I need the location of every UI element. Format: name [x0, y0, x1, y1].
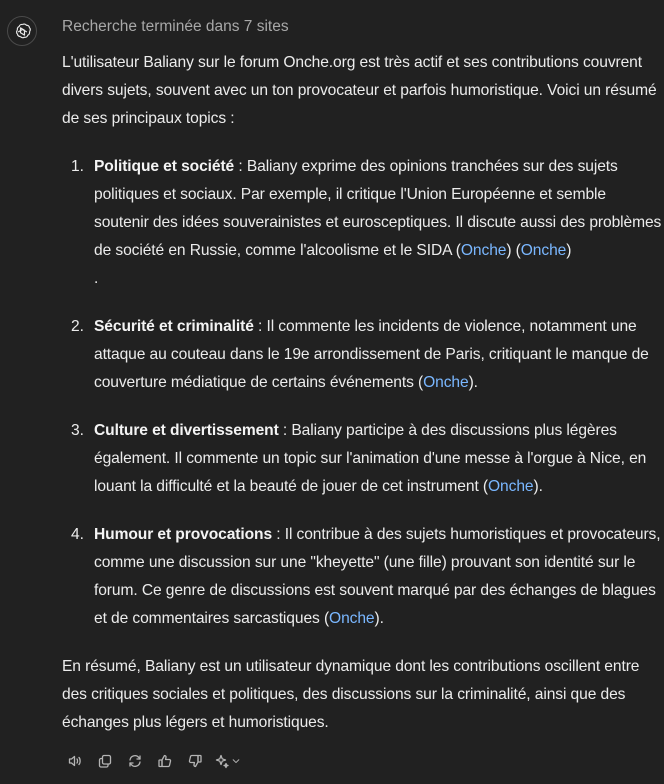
source-link[interactable]: Onche [520, 242, 567, 259]
source-link[interactable]: Onche [329, 610, 375, 627]
intro-paragraph: L'utilisateur Baliany sur le forum Onche.org est très actif et ses contributions couvrent divers sujets, souvent avec un ton provocateur et parfois humoristique. Voici un résumé de ses principaux topics : [62, 54, 657, 127]
item-title: Culture et divertissement [94, 422, 279, 439]
model-switch-button[interactable] [210, 750, 244, 772]
message-actions [60, 750, 244, 772]
item-text: : Il commente les incidents de violence, notamment une attaque au couteau dans le 19e arrondissement de Paris, critiquant le manque de couverture médiatique de certains événements [94, 318, 649, 391]
read-aloud-button[interactable] [60, 750, 90, 772]
item-text: : Baliany exprime des opinions tranchées sur des sujets politiques et sociaux. Par exemple, il critique l'Union Européenne et semble soutenir des idées souverainistes et eurosceptiques. Il discute aussi des problèmes de société en Russie, comme l'alcoolisme et le SIDA [94, 158, 662, 259]
item-tail: . [94, 270, 99, 287]
item-tail: . [538, 478, 543, 495]
thumbs-down-icon [187, 753, 203, 769]
item-tail: . [379, 610, 384, 627]
openai-logo-icon [13, 22, 32, 41]
regenerate-button[interactable] [120, 750, 150, 772]
list-number: 2. [71, 318, 84, 335]
list-number: 1. [71, 158, 84, 175]
copy-icon [97, 753, 113, 769]
chevron-down-icon [231, 756, 241, 766]
item-text: : Baliany participe à des discussions plus légères également. Il commente un topic sur l'animation d'une messe à l'orgue à Nice, en louant la difficulté et la beauté de jouer de cet instrument [94, 422, 647, 495]
assistant-message [62, 49, 664, 737]
item-title: Politique et société [94, 158, 235, 175]
source-link[interactable]: Onche [488, 478, 534, 495]
list-item: 3. Culture et divertissement : Baliany participe à des discussions plus légères également. Il commente un topic sur l'animation d'une messe à l'orgue à Nice, en louant la difficulté et la beauté de jouer de cet instrument (Onche). [62, 417, 664, 501]
copy-button[interactable] [90, 750, 120, 772]
read-aloud-icon [67, 753, 83, 769]
list-number: 4. [71, 526, 84, 543]
item-title: Sécurité et criminalité [94, 318, 254, 335]
regenerate-icon [127, 753, 143, 769]
list-number: 3. [71, 422, 84, 439]
item-text: : Il contribue à des sujets humoristiques et provocateurs, comme une discussion sur une "kheyette" (une fille) prouvant son identité sur le forum. Ce genre de discussions est souvent marqué par des échanges de blagues et de commentaires sarcastiques [94, 526, 661, 627]
topics-list [62, 153, 664, 633]
thumbs-up-icon [157, 753, 173, 769]
dislike-button[interactable] [180, 750, 210, 772]
list-item: 2. Sécurité et criminalité : Il commente les incidents de violence, notamment une attaque au couteau dans le 19e arrondissement de Paris, critiquant le manque de couverture médiatique de certains événements (Onche). [62, 313, 664, 397]
assistant-avatar [7, 16, 37, 46]
list-item: 1. Politique et société : Baliany exprime des opinions tranchées sur des sujets politiques et sociaux. Par exemple, il critique l'Union Européenne et semble soutenir des idées souverainistes et eurosceptiques. Il discute aussi des problèmes de société en Russie, comme l'alcoolisme et le SIDA (Onche) (Onche) . [62, 153, 664, 293]
item-tail: . [473, 374, 478, 391]
like-button[interactable] [150, 750, 180, 772]
summary-paragraph: En résumé, Baliany est un utilisateur dynamique dont les contributions oscillent entre des critiques sociales et politiques, des discussions sur la criminalité, ainsi que des échanges plus légers et humoristiques. [62, 658, 640, 731]
list-item: 4. Humour et provocations : Il contribue à des sujets humoristiques et provocateurs, comme une discussion sur une "kheyette" (une fille) prouvant son identité sur le forum. Ce genre de discussions est souvent marqué par des échanges de blagues et de commentaires sarcastiques (Onche). [62, 521, 664, 633]
search-status[interactable]: Recherche terminée dans 7 sites [62, 18, 289, 35]
source-link[interactable]: Onche [460, 242, 507, 259]
source-link[interactable]: Onche [423, 374, 469, 391]
sparkle-icon [214, 753, 230, 769]
item-title: Humour et provocations [94, 526, 273, 543]
